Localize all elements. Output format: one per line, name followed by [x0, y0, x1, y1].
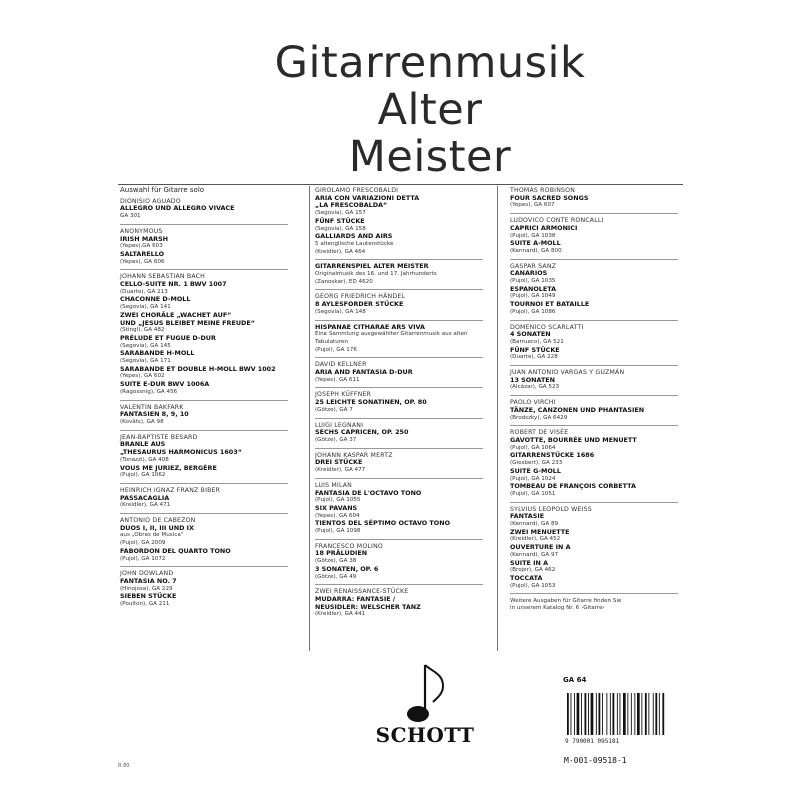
edition-info: (Brojer), GA 462 [510, 567, 556, 574]
work-title: TOURNOI ET BATAILLE [510, 300, 590, 309]
catalog-entry [315, 361, 485, 384]
entry-separator [510, 502, 678, 503]
catalog-number: GA 64 [563, 676, 587, 684]
edition-info: (Segovia), GA 148 [315, 308, 366, 315]
work-title: TIENTOS DEL SÉPTIMO OCTAVO TONO [315, 519, 451, 528]
print-code: R 80 [118, 763, 130, 769]
column-divider-1 [309, 186, 310, 651]
catalog-entry [510, 324, 680, 363]
catalog-entry [510, 369, 680, 392]
edition-info: (Pujol), GA 1049 [510, 293, 556, 300]
work-title: FANTASIA DE L'OCTAVO TONO [315, 488, 422, 497]
work-title: FANTASIA NO. 7 [120, 576, 177, 585]
entry-separator [120, 513, 288, 514]
entry-separator [315, 387, 483, 388]
edition-info: (Yepes), GA 604 [315, 512, 360, 519]
work-title: FANTASIE [510, 512, 545, 521]
work-title: SUITE E-DUR BWV 1006A [120, 380, 210, 389]
edition-info: (Pujol), GA 1038 [510, 232, 556, 239]
edition-info: (Pujol), GA 1086 [510, 308, 556, 315]
work-title: PRÉLUDE ET FUGUE D-DUR [120, 333, 216, 342]
work-title: NEUSIDLER: WELSCHER TANZ [315, 602, 421, 611]
composer-name: DIONISIO AGUADO [120, 197, 181, 205]
catalog-column-3 [510, 187, 680, 612]
edition-info: (Pujol), GA 1062 [120, 472, 166, 479]
work-title: DREI STÜCKE [315, 458, 363, 467]
selection-subtitle: Auswahl für Gitarre solo [120, 186, 205, 194]
edition-info: GA 301 [120, 213, 141, 220]
work-title: 3 SONATEN, OP. 6 [315, 564, 379, 573]
footnote-line: in unserem Katalog Nr. 6 ›Gitarre‹ [510, 605, 605, 612]
work-title: BRANLE AUS [120, 440, 166, 449]
entry-separator [120, 224, 288, 225]
work-title: DUOS I, II, III UND IX [120, 523, 194, 532]
edition-info: (Pujol), GA 1064 [510, 444, 556, 451]
composer-name: LUIGI LEGNANI [315, 421, 364, 429]
entry-separator [510, 259, 678, 260]
title-line-1: Gitarrenmusik [274, 38, 586, 88]
entry-separator [315, 320, 483, 321]
edition-info: (Kreidler), GA 464 [315, 248, 366, 255]
catalog-footnote [510, 598, 680, 612]
edition-info: (Segovia), GA 158 [315, 225, 366, 232]
catalog-entry [120, 228, 290, 267]
work-title: FANTASIEN 8, 9, 10 [120, 410, 189, 419]
work-title: SUITE IN A [510, 558, 549, 567]
edition-info: (Ragossnig), GA 456 [120, 388, 178, 395]
catalog-entry [120, 273, 290, 396]
composer-name: THOMAS ROBINSON [510, 187, 576, 194]
edition-info: (Götze), GA 37 [315, 436, 357, 443]
composer-name: JOHANN KASPAR MERTZ [315, 451, 393, 459]
entry-separator [120, 400, 288, 401]
composer-name: DAVID KELLNER [315, 361, 367, 369]
publisher-name: SCHOTT [375, 723, 475, 747]
edition-info: (Kreidler), GA 441 [315, 611, 366, 618]
entry-separator [510, 593, 678, 594]
edition-info: (Poulton), GA 211 [120, 601, 170, 608]
catalog-column-1 [120, 187, 290, 612]
edition-info: (Yepes), GA 602 [120, 373, 165, 380]
edition-info: (Pujol), GA 1053 [510, 582, 556, 589]
catalog-entry [510, 263, 680, 317]
work-title: UND „JESUS BLEIBET MEINE FREUDE“ [120, 318, 255, 327]
work-title: 25 LEICHTE SONATINEN, OP. 80 [315, 398, 427, 407]
work-title: CHACONNE D-MOLL [120, 295, 191, 304]
composer-name: JOHANN SEBASTIAN BACH [120, 273, 206, 281]
work-note: Originalmusik des 16. und 17. Jahrhunderts [315, 271, 437, 278]
edition-info: (Yepes), GA 611 [315, 376, 360, 383]
edition-info: (Tonazzi), GA 408 [120, 456, 169, 463]
catalog-entry [120, 198, 290, 221]
work-title: FÜNF STÜCKE [315, 216, 365, 225]
edition-info: (Pujol), GA 1035 [510, 278, 556, 285]
work-title: SARABANDE ET DOUBLE H-MOLL BWV 1002 [120, 364, 276, 373]
catalog-entry [120, 570, 290, 609]
composer-name: JOSEPH KÜFFNER [315, 391, 372, 399]
entry-separator [315, 418, 483, 419]
composer-name: VALENTIN BAKFARK [120, 403, 184, 411]
composer-name: GEORG FRIEDRICH HÄNDEL [315, 293, 406, 301]
work-title: VOUS ME JURIEZ, BERGÈRE [120, 463, 217, 472]
edition-info: (Pujol), GA 1024 [510, 475, 556, 482]
catalog-entry [315, 391, 485, 414]
composer-name: HEINRICH IGNAZ FRANZ BIBER [120, 486, 221, 494]
catalog-column-2 [315, 187, 485, 622]
edition-info: (Kreidler), GA 452 [510, 536, 561, 543]
edition-info: (Brodszky), GA 6429 [510, 414, 568, 421]
page-title [250, 40, 610, 181]
catalog-entry [120, 517, 290, 563]
work-title: CANARIOS [510, 269, 548, 278]
catalog-entry [315, 263, 485, 286]
top-rule [118, 184, 683, 185]
work-title: 4 SONATEN [510, 330, 551, 339]
entry-separator [120, 566, 288, 567]
edition-info: (Yepes),GA 603 [120, 243, 163, 250]
entry-separator [510, 395, 678, 396]
work-title: TOMBEAU DE FRANÇOIS CORBETTA [510, 482, 636, 491]
edition-info: (Yepes), GA 607 [510, 202, 555, 209]
ismn-number: M-001-09518-1 [564, 756, 627, 765]
work-title: CAPRICI ARMONICI [510, 223, 578, 232]
edition-info: (Kennard), GA 89 [510, 521, 559, 528]
catalog-entry [315, 482, 485, 536]
composer-name: FRANCESCO MOLINO [315, 542, 383, 550]
work-note: 5 altenglische Lautenstücke [315, 240, 394, 247]
work-title: ZWEI CHORÄLE „WACHET AUF“ [120, 310, 232, 319]
edition-info: (Pujol), GA 176 [315, 346, 357, 353]
work-title: 13 SONATEN [510, 375, 556, 384]
composer-name: JUAN ANTONIO VARGAS Y GUZMÁN [510, 369, 625, 377]
work-title: GITARRENSTÜCKE 1686 [510, 451, 595, 460]
composer-name: ZWEI RENAISSANCE-STÜCKE [315, 588, 409, 596]
work-title: IRISH MARSH [120, 234, 169, 243]
entry-separator [315, 584, 483, 585]
edition-info: (Giesbert), GA 233 [510, 460, 563, 467]
edition-info: (Götze), GA 7 [315, 406, 353, 413]
title-line-2: Alter [377, 85, 483, 135]
work-title: SECHS CAPRICEN, OP. 250 [315, 428, 409, 437]
footnote-line: Weitere Ausgaben für Gitarre finden Sie [510, 598, 622, 605]
catalog-entry [120, 434, 290, 480]
edition-info: (Barrueco), GA 521 [510, 338, 564, 345]
work-title: SARABANDE H-MOLL [120, 349, 195, 358]
edition-info: (Segovia), GA 141 [120, 304, 171, 311]
composer-name: GIROLAMO FRESCOBALDI [315, 187, 399, 194]
catalog-entry [315, 187, 485, 256]
edition-info: (Zanoskar), ED 4620 [315, 278, 373, 285]
composer-name: JOHN DOWLAND [120, 570, 174, 578]
composer-name: SYLVIUS LEOPOLD WEISS [510, 505, 592, 513]
edition-info: (Pujol), GA 2009 [120, 540, 166, 547]
entry-separator [120, 483, 288, 484]
edition-info: (Götze), GA 38 [315, 558, 357, 565]
entry-separator [315, 259, 483, 260]
catalog-entry [510, 429, 680, 498]
catalog-entry [315, 293, 485, 316]
edition-info: (Pujol), GA 1098 [315, 528, 361, 535]
catalog-entry [315, 452, 485, 475]
entry-separator [510, 213, 678, 214]
composer-name: ROBERT DE VISÉE [510, 429, 569, 437]
edition-info: (Hinojosa), GA 229 [120, 585, 173, 592]
edition-info: (Götze), GA 49 [315, 573, 357, 580]
catalog-entry [510, 187, 680, 210]
composer-name: LUIS MILAN [315, 481, 353, 489]
work-title: ARIA CON VARIAZIONI DETTA [315, 193, 420, 202]
catalog-entry [315, 324, 485, 355]
entry-separator [315, 448, 483, 449]
edition-info: (Kreidler), GA 471 [120, 502, 171, 509]
work-title: PASSACAGLIA [120, 493, 170, 502]
work-title: ZWEI MENUETTE [510, 527, 570, 536]
work-title: SUITE G-MOLL [510, 466, 561, 475]
entry-separator [315, 478, 483, 479]
edition-info: (Duarte), GA 228 [510, 354, 558, 361]
composer-name: ANTONIO DE CABEZON [120, 517, 196, 525]
entry-separator [510, 320, 678, 321]
barcode-number: 9 790001 095181 [565, 738, 620, 745]
edition-info: (Segovia), GA 171 [120, 358, 171, 365]
catalog-entry [120, 404, 290, 427]
work-title: SUITE A-MOLL [510, 239, 561, 248]
composer-name: GASPAR SANZ [510, 262, 557, 270]
work-title: FÜNF STÜCKE [510, 345, 560, 354]
edition-info: (Duarte), GA 213 [120, 288, 168, 295]
work-title: TOCCATA [510, 573, 543, 582]
composer-name: JEAN-BAPTISTE BESARD [120, 433, 198, 441]
work-title: GALLIARDS AND AIRS [315, 232, 393, 241]
work-title: „THESAURUS HARMONICUS 1603“ [120, 448, 242, 457]
entry-separator [510, 425, 678, 426]
work-title: ESPANOLETA [510, 284, 557, 293]
entry-separator [315, 357, 483, 358]
catalog-entry [510, 506, 680, 591]
work-title: SIX PAVANS [315, 503, 358, 512]
edition-info: (Kennard), GA 97 [510, 551, 559, 558]
work-title: ALLEGRO UND ALLEGRO VIVACE [120, 204, 235, 213]
catalog-entry [315, 422, 485, 445]
work-title: CELLO-SUITE NR. 1 BWV 1007 [120, 280, 227, 289]
entry-separator [120, 430, 288, 431]
work-note: Eine Sammlung ausgewählter Gitarrenmusik aus alten Tabulaturen [315, 331, 468, 345]
composer-name: PAOLO VIRCHI [510, 399, 556, 407]
work-title: TÄNZE, CANZONEN UND PHANTASIEN [510, 405, 645, 414]
work-title: SIEBEN STÜCKE [120, 592, 177, 601]
work-title: 8 AYLESFORDER STÜCKE [315, 300, 404, 309]
work-title: FABORDON DEL QUARTO TONO [120, 546, 231, 555]
edition-info: (Pujol), GA 1051 [510, 490, 556, 497]
edition-info: (Alcázar), GA 523 [510, 384, 560, 391]
catalog-entry [510, 399, 680, 422]
composer-name: ANONYMOUS [120, 227, 163, 235]
composer-name: LUDOVICO CONTE RONCALLI [510, 217, 604, 225]
work-title: 18 PRÄLUDIEN [315, 549, 368, 558]
column-divider-2 [497, 186, 498, 651]
composer-name: DOMENICO SCARLATTI [510, 323, 584, 331]
work-title: FOUR SACRED SONGS [510, 193, 589, 202]
work-title: „LA FRESCOBALDA“ [315, 201, 388, 210]
edition-info: (Kovâts), GA 98 [120, 418, 164, 425]
work-title: MUDARRA: FANTASIE / [315, 594, 396, 603]
work-note: aus „Obras de Musica“ [120, 532, 184, 539]
catalog-entry [120, 487, 290, 510]
work-title: SALTARELLO [120, 249, 165, 258]
work-title: HISPANAE CITHARAE ARS VIVA [315, 322, 425, 331]
entry-separator [510, 365, 678, 366]
work-title: GITARRENSPIEL ALTER MEISTER [315, 262, 429, 271]
edition-info: (Stingl), GA 482 [120, 327, 165, 334]
barcode-icon [565, 693, 675, 735]
edition-info: (Pujol), GA 1055 [315, 497, 361, 504]
edition-info: (Pujol), GA 1072 [120, 555, 166, 562]
catalog-entry [510, 217, 680, 256]
edition-info: (Segovia), GA 157 [315, 210, 366, 217]
work-title: GAVOTTE, BOURRÉE UND MENUETT [510, 435, 637, 444]
edition-info: (Kennard), GA 800 [510, 247, 562, 254]
entry-separator [315, 539, 483, 540]
catalog-entry [315, 543, 485, 582]
work-title: OUVERTURE IN A [510, 543, 571, 552]
edition-info: (Yepes), GA 606 [120, 258, 165, 265]
entry-separator [120, 269, 288, 270]
catalog-entry [315, 588, 485, 619]
edition-info: (Kreidler), GA 477 [315, 467, 366, 474]
edition-info: (Segovia), GA 145 [120, 342, 171, 349]
entry-separator [315, 289, 483, 290]
title-line-3: Meister [348, 132, 512, 182]
work-title: ARIA AND FANTASIA D-DUR [315, 368, 413, 377]
